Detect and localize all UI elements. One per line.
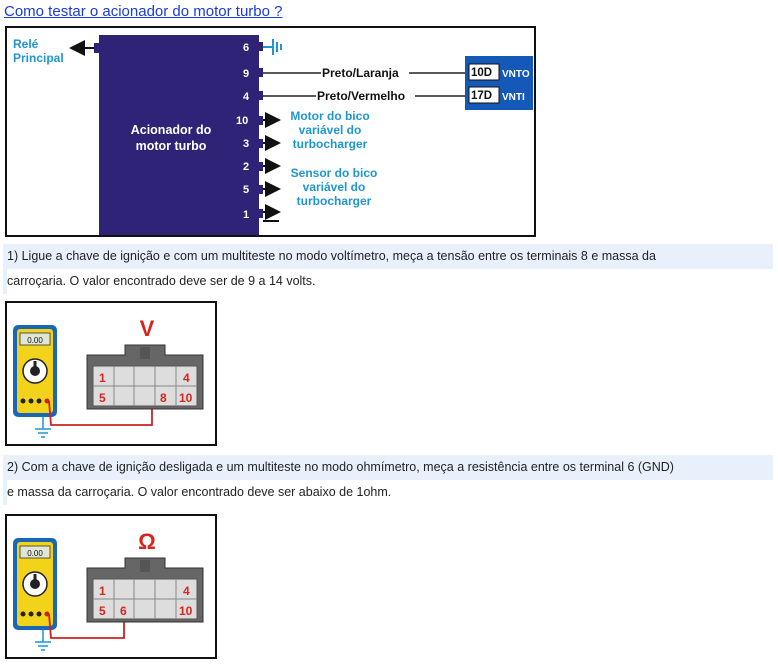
wire-9-label: Preto/Laranja: [322, 66, 399, 80]
pin-3-label: 3: [243, 138, 250, 150]
motor-label-line3: turbocharger: [292, 137, 368, 151]
connector-vnto: VNTO: [502, 69, 530, 80]
connector-10d: 10D: [471, 67, 493, 79]
multimeter-icon: [13, 538, 57, 630]
relay-label-line2: Principal: [13, 51, 64, 65]
conn-pin-4: 4: [183, 584, 190, 598]
conn-pin-1: 1: [99, 371, 106, 385]
connector-17d: 17D: [471, 90, 493, 102]
ecu-connector: [465, 56, 533, 110]
multimeter-icon: [13, 325, 57, 417]
conn-pin-8: 8: [160, 391, 167, 405]
module-label-line2: motor turbo: [135, 139, 207, 153]
pin-9-label: 9: [243, 68, 250, 80]
step-1-line1: 1) Ligue a chave de ignição e com um multiteste no modo voltímetro, meça a tensão entre os terminais 8 e massa da: [7, 249, 656, 263]
connector-icon: [87, 345, 203, 409]
pin-1-label: 1: [243, 209, 250, 221]
svg-text:0.00: 0.00: [27, 336, 43, 345]
pin-10-label: 10: [236, 115, 249, 127]
pin-2-label: 2: [243, 161, 250, 173]
svg-text:0.00: 0.00: [27, 549, 43, 558]
motor-label-line2: variável do: [298, 123, 362, 137]
pin-6-label: 6: [243, 42, 250, 54]
wiring-diagram: [5, 26, 536, 237]
page-title-link[interactable]: Como testar o acionador do motor turbo ?: [4, 3, 283, 20]
voltage-symbol: V: [139, 316, 155, 341]
sensor-label-line3: turbocharger: [296, 194, 372, 208]
conn-pin-4: 4: [183, 371, 190, 385]
step-2-line2: e massa da carroçaria. O valor encontrado deve ser abaixo de 1ohm.: [7, 480, 773, 505]
pin-4-label: 4: [243, 91, 250, 103]
connector-icon: [87, 558, 203, 622]
connector-vnti: VNTI: [502, 92, 525, 103]
motor-label-line1: Motor do bico: [290, 109, 370, 123]
ground-icon: [263, 39, 281, 55]
step-2-text: [3, 455, 773, 505]
wire-4-label: Preto/Vermelho: [317, 89, 406, 103]
conn-pin-10: 10: [179, 391, 193, 405]
step-1-line2: carroçaria. O valor encontrado deve ser de 9 a 14 volts.: [7, 269, 773, 294]
sensor-label-line1: Sensor do bico: [290, 166, 378, 180]
ohm-symbol: Ω: [138, 529, 156, 554]
voltage-test-image: [5, 301, 217, 446]
step-1-text: [3, 244, 773, 294]
conn-pin-6: 6: [120, 604, 127, 618]
conn-pin-1: 1: [99, 584, 106, 598]
conn-pin-5: 5: [99, 604, 106, 618]
resistance-test-image: [5, 514, 217, 659]
relay-label-line1: Relé: [13, 37, 39, 51]
sensor-label-line2: variável do: [302, 180, 366, 194]
conn-pin-10: 10: [179, 604, 193, 618]
module-label-line1: Acionador do: [130, 123, 212, 137]
step-2-line1: 2) Com a chave de ignição desligada e um multiteste no modo ohmímetro, meça a resistência entre os terminal 6 (GND): [7, 460, 674, 474]
conn-pin-5: 5: [99, 391, 106, 405]
pin-5-label: 5: [243, 184, 250, 196]
